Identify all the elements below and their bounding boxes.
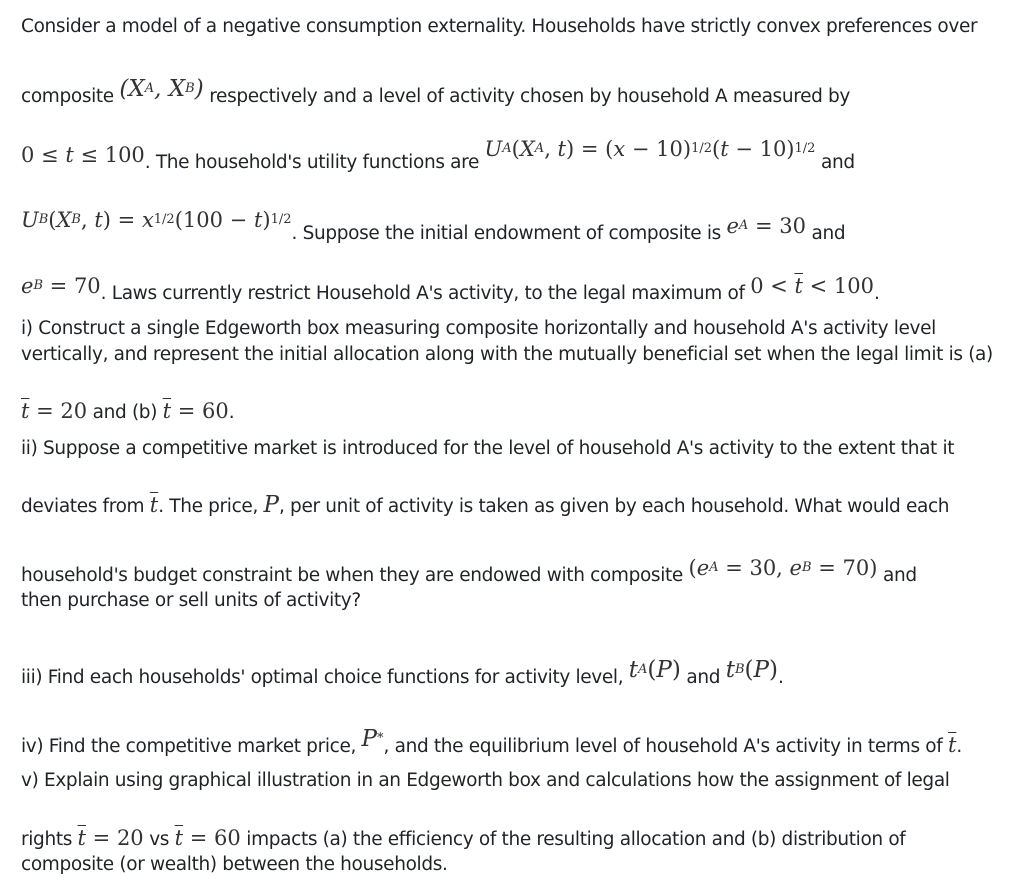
text-vs: vs — [149, 829, 170, 850]
math-tb-p: $t^B(P)$ — [725, 657, 778, 683]
part-ii-line-2 — [21, 494, 949, 518]
part-i-line-1 — [21, 318, 936, 340]
text-laws: . Laws currently restrict Household A's activity, to the legal maximum of — [100, 283, 745, 304]
text-endowment: . Suppose the initial endowment of composite is — [291, 223, 721, 244]
text-budget: household's budget constraint be when they are endowed with composite — [21, 565, 683, 586]
part-ii-line-4 — [21, 590, 361, 612]
math-tbar-range: $0 < \overline{t} < 100$ — [750, 274, 874, 298]
math-tbar-20-a: $\overline{t} = 20$ — [21, 399, 88, 423]
part-v-text-3: composite (or wealth) between the households. — [21, 854, 448, 875]
part-v-line-3 — [21, 854, 448, 876]
part-ii-line-1 — [21, 438, 954, 460]
text-period-4: . — [956, 736, 962, 757]
math-endowments: ($e^A = 30$, $e^B = 70$) — [688, 556, 878, 580]
part-iv-line — [21, 726, 962, 758]
problem-text-1: Consider a model of a negative consumption externality. Households have strictly convex preferences over — [21, 16, 978, 37]
text-price: . The price, — [158, 496, 258, 517]
part-i-line-3 — [21, 400, 234, 424]
problem-line-3 — [21, 137, 855, 174]
text-and-1: and — [820, 152, 855, 173]
math-t-range: 0 ≤ t ≤ 100 — [21, 143, 145, 167]
text-period-3: . — [777, 667, 784, 688]
text-respectively: respectively and a level of activity chosen by household A measured by — [209, 86, 851, 107]
part-v-line-1 — [21, 770, 950, 792]
text-and-3: and — [882, 565, 917, 586]
part-i-line-2 — [21, 344, 993, 366]
text-utility-intro: . The household's utility functions are — [144, 152, 480, 173]
text-period-2: . — [228, 402, 235, 423]
part-v-text-1: v) Explain using graphical illustration in an Edgeworth box and calculations how the assignment of legal — [21, 770, 950, 791]
text-impacts: impacts (a) the efficiency of the resulting allocation and (b) distribution of — [246, 829, 906, 850]
math-utility-b: $U^B(X^B$, $t) = x^{1/2}(100 - t)^{1/2}$ — [21, 208, 292, 232]
problem-line-5 — [21, 274, 880, 305]
part-v-line-2 — [21, 827, 905, 851]
math-tbar-60-b: $\overline{t} = 60$ — [174, 826, 241, 850]
math-ea: $e^A = 30$ — [726, 214, 806, 238]
part-iv-text: iv) Find the competitive market price, — [21, 736, 357, 757]
text-and-4: and — [686, 667, 721, 688]
part-ii-line-3 — [21, 556, 917, 587]
part-i-text-2: vertically, and represent the initial allocation along with the mutually beneficial set when the legal limit is (a) — [21, 344, 993, 365]
text-deviates: deviates from — [21, 496, 145, 517]
math-tbar-20-b: $\overline{t} = 20$ — [77, 826, 144, 850]
problem-line-2 — [21, 76, 851, 108]
text-per-unit: , per unit of activity is taken as given by each household. What would each — [279, 496, 950, 517]
math-ta-p: $t^A(P)$ — [628, 657, 681, 683]
text-period-1: . — [873, 283, 880, 304]
math-tbar-60-a: $\overline{t} = 60$ — [162, 399, 229, 423]
text-composite: composite — [21, 86, 114, 107]
part-iii-text: iii) Find each households' optimal choice functions for activity level, — [21, 667, 624, 688]
math-p: P — [263, 492, 279, 518]
math-p-star: P* — [361, 726, 384, 752]
math-xa-xb: ($X^A$, $X^B$) — [119, 76, 204, 102]
math-utility-a: $U^A(X^A$, $t) = (x - 10)^{1/2}(t - 10)^{1/2}$ — [484, 137, 816, 161]
math-tbar-2: $\overline{t}$ — [947, 733, 957, 757]
part-ii-text-1: ii) Suppose a competitive market is introduced for the level of household A's activity to the extent that it — [21, 438, 955, 459]
math-eb: $e^B = 70$ — [21, 274, 101, 298]
part-ii-text-4: then purchase or sell units of activity? — [21, 590, 361, 611]
text-and-b: and (b) — [92, 402, 158, 423]
part-iii-line — [21, 657, 784, 689]
text-equilibrium: , and the equilibrium level of household A's activity in terms of — [383, 736, 943, 757]
math-tbar-1: $\overline{t}$ — [149, 493, 159, 517]
text-and-2: and — [811, 223, 846, 244]
text-rights: rights — [21, 829, 73, 850]
part-i-text-1: i) Construct a single Edgeworth box measuring composite horizontally and household A's activity level — [21, 318, 936, 339]
problem-line-4 — [21, 208, 846, 245]
problem-line-1 — [21, 16, 977, 38]
